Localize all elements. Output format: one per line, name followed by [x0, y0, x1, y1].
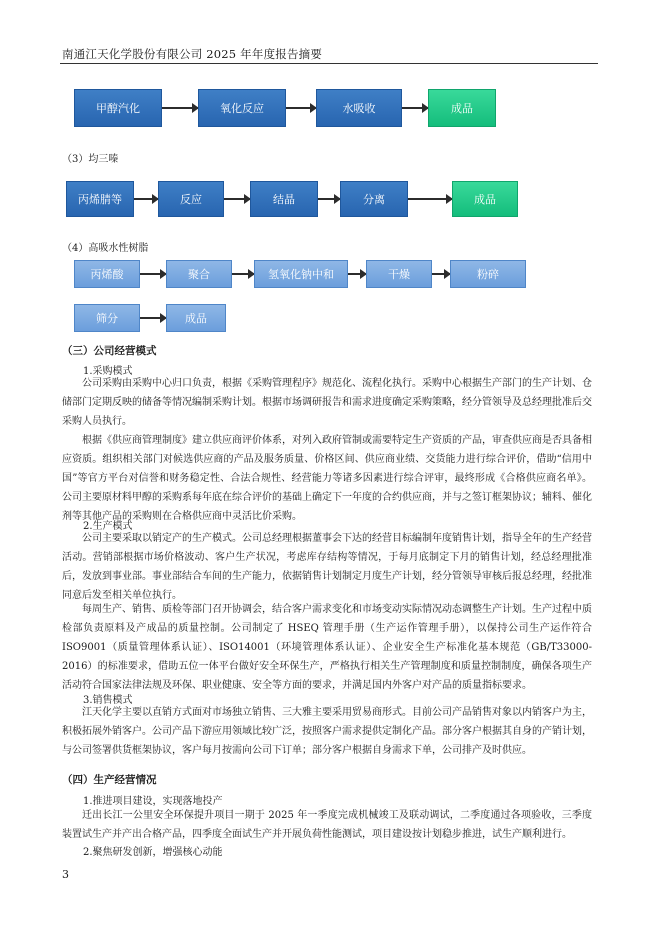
- flow3-arrow-5: [140, 317, 166, 319]
- flow3-arrow-1: [140, 273, 166, 275]
- flow3-arrow-3: [348, 273, 366, 275]
- flow1-arrow-3: [402, 107, 428, 109]
- flow3-arrow-4: [432, 273, 450, 275]
- flow3-step-5: 粉碎: [450, 260, 526, 288]
- flow2-caption: （3）均三嗪: [62, 154, 119, 165]
- flow2-step-3: 结晶: [250, 181, 318, 217]
- flow3-step-2: 聚合: [166, 260, 232, 288]
- flow2-arrow-3: [318, 198, 340, 200]
- flow1-step-4: 成品: [428, 89, 496, 127]
- flow2-step-1: 丙烯腈等: [66, 181, 134, 217]
- sales-paragraph-1: 江天化学主要以直销方式面对市场独立销售、三大雅主要采用贸易商形式。目前公司产品销售对象以内销客户为主，积极拓展外销客户。公司产品下游应用领域比较广泛，按照客户需求提供定制化产品。部分客户根据其自身的产销计划，与公司签署供货框架协议，客户每月按需向公司下订单；部分客户根据自身需求下单，公司排产及时供应。: [62, 707, 592, 756]
- section3-title: （三）公司经营模式: [62, 345, 157, 357]
- section4-title: （四）生产经营情况: [62, 774, 157, 786]
- flow3-caption: （4）高吸水性树脂: [62, 243, 149, 254]
- flow1-arrow-2: [286, 107, 316, 109]
- flow2-step-4: 分离: [340, 181, 408, 217]
- rnd-heading: 2.聚焦研发创新，增强核心动能: [83, 847, 223, 858]
- procurement-paragraph-2: 根据《供应商管理制度》建立供应商评价体系，对列入政府管制或需要特定生产资质的产品，审查供应商是否具备相应资质。组织相关部门对候选供应商的产品及服务质量、价格区间、供应商业绩、交货能力进行综合评价，借助“信用中国”等官方平台对信誉和财务稳定性、合法合规性、经营能力等诸多因素进行综合评审，最终形成《合格供应商名单》。公司主要原材料甲醇的采购系每年底在综合评价的基础上确定下一年度的合约供应商，并与之签订框架协议；辅料、催化剂等其他产品的采购则在合格供应商中灵活比价采购。: [62, 435, 592, 522]
- procurement-heading: 1.采购模式: [83, 366, 133, 377]
- project-heading: 1.推进项目建设，实现落地投产: [83, 796, 223, 807]
- flow2-arrow-4: [408, 198, 452, 200]
- flow3-arrow-2: [232, 273, 254, 275]
- flow1-step-2: 氧化反应: [198, 89, 286, 127]
- flow2-step-5: 成品: [452, 181, 518, 217]
- flow3-step-6: 筛分: [74, 304, 140, 332]
- header-divider: [60, 63, 598, 64]
- page-number: 3: [62, 868, 69, 881]
- flow3-step-1: 丙烯酸: [74, 260, 140, 288]
- flow1-arrow-1: [162, 107, 198, 109]
- flow3-step-3: 氢氧化钠中和: [254, 260, 348, 288]
- report-header: 南通江天化学股份有限公司 2025 年年度报告摘要: [62, 47, 323, 61]
- flow2-arrow-2: [224, 198, 250, 200]
- sales-heading: 3.销售模式: [83, 695, 133, 706]
- flow1-step-1: 甲醇汽化: [74, 89, 162, 127]
- production-paragraph-1: 公司主要采取以销定产的生产模式。公司总经理根据董事会下达的经营目标编制年度销售计划，指导全年的生产经营活动。营销部根据市场价格波动、客户生产状况，考虑库存结构等情况，于每月底制定下月的销售计划，经总经理批准后，发放到事业部。事业部结合车间的生产能力，依据销售计划制定月度生产计划，经分管领导审核后报总经理，经批准同意后发至相关单位执行。: [62, 533, 592, 601]
- flow3-step-7: 成品: [166, 304, 226, 332]
- production-heading: 2.生产模式: [83, 521, 133, 532]
- flow1-step-3: 水吸收: [316, 89, 402, 127]
- procurement-paragraph-1: 公司采购由采购中心归口负责，根据《采购管理程序》规范化、流程化执行。采购中心根据生产部门的生产计划、仓储部门定期反映的储备等情况编制采购计划。根据市场调研报告和需求进度确定采购策略，经分管领导及总经理批准后交采购人员执行。: [62, 378, 592, 427]
- flow2-step-2: 反应: [158, 181, 224, 217]
- production-paragraph-2: 每周生产、销售、质检等部门召开协调会，结合客户需求变化和市场变动实际情况动态调整生产计划。生产过程中质检部负责原料及产成品的质量控制。公司制定了 HSEQ 管理手册（生产运作管理手册），以保持公司生产运作符合 ISO9001（质量管理体系认证）、ISO14001（环境管理体系认证）、企业安全生产标准化基本规范（GB/T33000-2016）的标准要求，借助五位一体平台做好安全环保生产，严格执行相关生产管理制度和质量控制制度，确保各项生产活动符合国家法律法规及环保、职业健康、安全等方面的要求，并满足国内外客户对产品的质量指标要求。: [62, 604, 592, 691]
- flow3-step-4: 干燥: [366, 260, 432, 288]
- flow2-arrow-1: [134, 198, 158, 200]
- project-paragraph: 迁出长江一公里安全环保提升项目一期于 2025 年一季度完成机械竣工及联动调试，二季度通过各项验收，三季度装置试生产并产出合格产品，四季度全面试生产并开展负荷性能测试，项目建设按计划稳步推进，试生产顺利进行。: [62, 810, 592, 840]
